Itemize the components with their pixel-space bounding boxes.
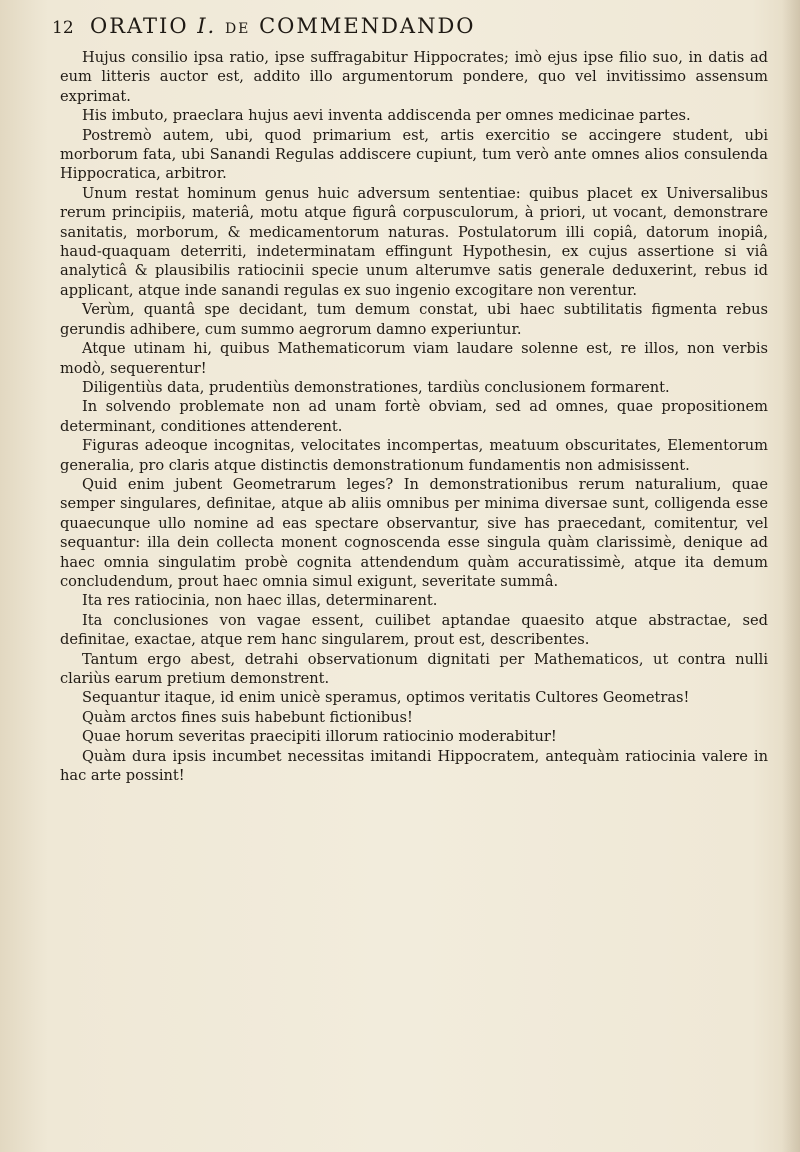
title-rest: COMMENDANDO	[259, 14, 476, 38]
paragraph: Diligentiùs data, prudentiùs demonstrationes, tardiùs conclusionem formarent.	[82, 378, 670, 396]
paragraph: In solvendo problemate non ad unam fortè obviam, sed ad omnes, quae propositionem determinant, conditiones attenderent.	[60, 398, 768, 435]
paragraph: Quàm dura ipsis incumbet necessitas imitandi Hippocratem, antequàm ratiocinia valere in hac arte possint!	[60, 747, 768, 785]
paragraph: Atque utinam hi, quibus Mathematicorum viam laudare solenne est, re illos, non verbis modò, sequerentur!	[60, 340, 768, 377]
paragraph: His imbuto, praeclara hujus aevi inventa addiscenda per omnes medicinae partes.	[82, 107, 691, 125]
paragraph: Tantum ergo abest, detrahi observationum dignitati per Mathematicos, ut contra nulli clariùs earum pretium demonstrent.	[60, 650, 768, 687]
title-numeral: I.	[197, 14, 217, 38]
paragraph: Quàm arctos fines suis habebunt fictionibus!	[82, 708, 413, 726]
page-edge-shadow	[782, 0, 800, 1152]
paragraph: Figuras adeoque incognitas, velocitates incompertas, meatuum obscuritates, Elementorum generalia, pro claris atque distinctis demonstrationum fundamentis non admisissent.	[60, 437, 768, 474]
paragraph: Quae horum severitas praecipiti illorum ratiocinio moderabitur!	[82, 728, 557, 746]
page-number: 12	[52, 18, 74, 38]
running-title	[90, 14, 476, 38]
body-text	[60, 48, 768, 785]
paragraph: Quid enim jubent Geometrarum leges? In demonstrationibus rerum naturalium, quae semper singulares, definitae, atque ab aliis omnibus per minima diversae sunt, colligenda esse quaecunque ullo nomine ad eas spectare observantur, sive has praecedant, comitentur, vel sequantur: illa dein collecta monent cognoscenda esse singula quàm clarissimè, denique ad haec omnia singulatim probè cognita attendendum quàm accuratissimè, atque ita demum concludendum, prout haec omnia simul exigunt, severitate summâ.	[60, 475, 768, 590]
paragraph: Ita res ratiocinia, non haec illas, determinarent.	[82, 592, 438, 610]
paragraph: Sequantur itaque, id enim unicè speramus, optimos veritatis Cultores Geometras!	[82, 689, 690, 707]
title-prefix: ORATIO	[90, 14, 189, 38]
paragraph: Hujus consilio ipsa ratio, ipse suffragabitur Hippocrates; imò ejus ipse filio suo, in datis ad eum litteris auctor est, addito illo argumentorum pondere, quo vel invitissimo assensum exprimat.	[60, 49, 768, 105]
paragraph: Unum restat hominum genus huic adversum sententiae: quibus placet ex Universalibus rerum principiis, materiâ, motu atque figurâ corpusculorum, à priori, ut vocant, demonstrare sanitatis, morborum, & medicamentorum naturas. Postulatorum illi copiâ, datorum inopiâ, haud-quaquam deterriti, indeterminatam effingunt Hypothesin, ex cujus assertione si viâ analyticâ & plausibilis ratiocinii specie unum alterumve satis generale deduxerint, rebus id applicant, atque inde sanandi regulas ex suo ingenio excogitare non verentur.	[60, 184, 768, 299]
paragraph: Verùm, quantâ spe decidant, tum demum constat, ubi haec subtilitatis figmenta rebus gerundis adhibere, cum summo aegrorum damno experiuntur.	[60, 301, 768, 338]
title-de: DE	[224, 21, 251, 37]
running-head	[52, 14, 772, 44]
paragraph: Ita conclusiones von vagae essent, cuilibet aptandae quaesito atque abstractae, sed definitae, exactae, atque rem hanc singularem, prout est, describentes.	[60, 611, 768, 649]
paragraph: Postremò autem, ubi, quod primarium est, artis exercitio se accingere student, ubi morborum fata, ubi Sanandi Regulas addiscere cupiunt, tum verò ante omnes alios consulenda Hippocratica, arbitror.	[60, 126, 768, 183]
